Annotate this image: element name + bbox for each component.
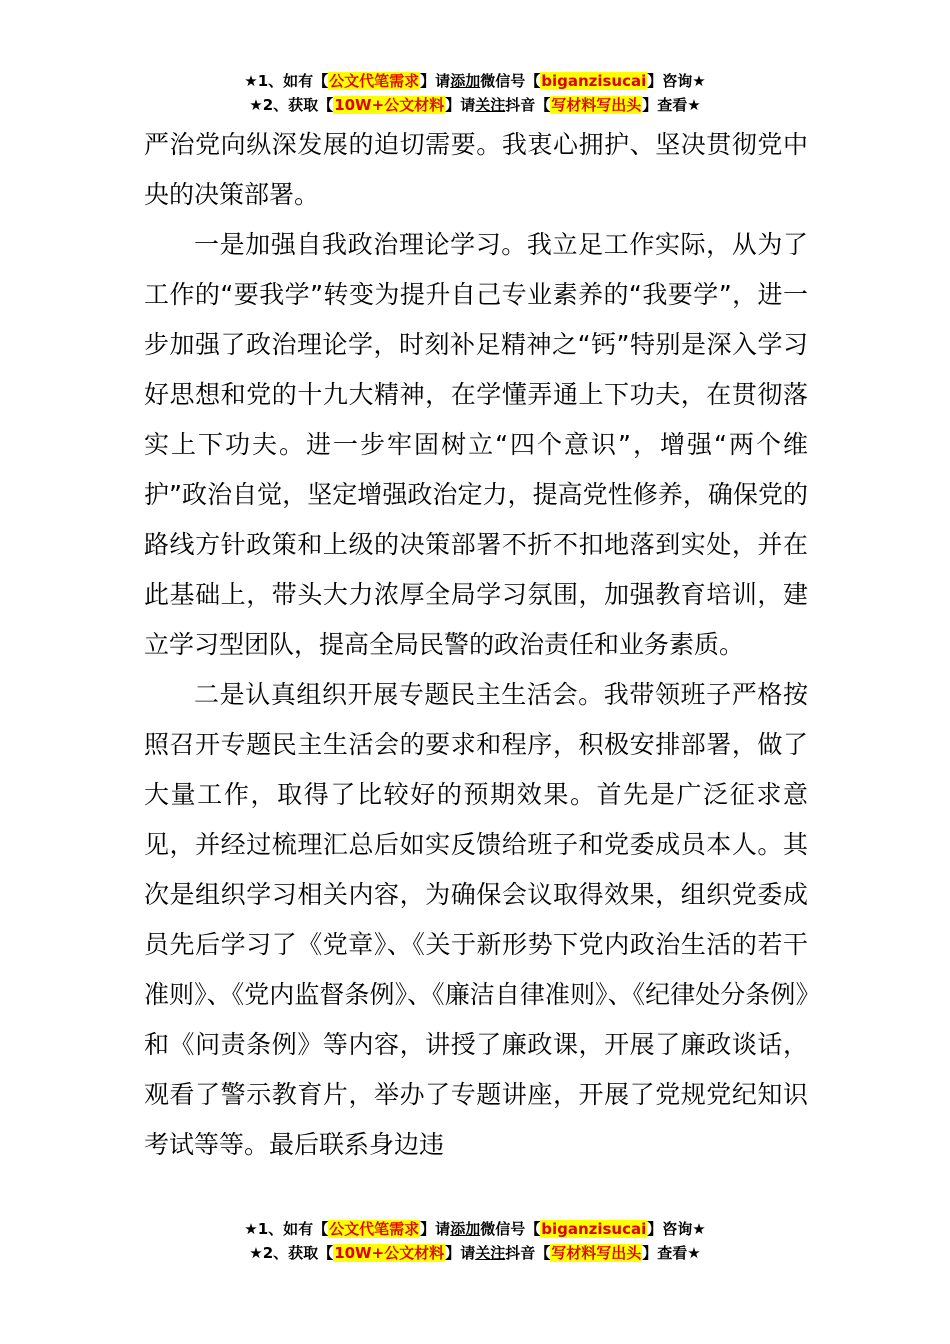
banner-line-1: ★1、如有【公文代笔需求】请添加微信号【biganzisucai】咨询★ (244, 1220, 706, 1238)
paragraph-theory-study: 一是加强自我政治理论学习。我立足工作实际，从为了工作的“要我学”转变为提升自己专业素养的“我要学”，进一步加强了政治理论学，时刻补足精神之“钙”特别是深入学习好思想和党的十九大精神，在学懂弄通上下功夫，在贯彻落实上下功夫。进一步牢固树立“四个意识”，增强“两个维护”政治自觉，坚定增强政治定力，提高党性修养，确保党的路线方针政策和上级的决策部署不折不扣地落到实处，并在此基础上，带头大力浓厚全局学习氛围，加强教育培训，建立学习型团队，提高全局民警的政治责任和业务素质。 (144, 230, 808, 659)
highlight-materials: 10W+公文材料 (334, 1244, 445, 1262)
highlight-service: 公文代笔需求 (329, 72, 420, 90)
footer-banner (0, 1217, 950, 1265)
paragraph-democratic-life-meeting: 二是认真组织开展专题民主生活会。我带领班子严格按照召开专题民主生活会的要求和程序，积极安排部署，做了大量工作，取得了比较好的预期效果。首先是广泛征求意见，并经过梳理汇总后如实反馈给班子和党委成员本人。其次是组织学习相关内容，为确保会议取得效果，组织党委成员先后学习了《党章》、《关于新形势下党内政治生活的若干准则》、《党内监督条例》、《廉洁自律准则》、《纪律处分条例》和《问责条例》等内容，讲授了廉政课，开展了廉政谈话，观看了警示教育片，举办了专题讲座，开展了党规党纪知识考试等等。最后联系身边违 (144, 680, 808, 1159)
highlight-wechat-id: biganzisucai (541, 72, 647, 90)
header-banner (0, 69, 950, 117)
highlight-douyin-id: 写材料写出头 (551, 1244, 642, 1262)
banner-line-1: ★1、如有【公文代笔需求】请添加微信号【biganzisucai】咨询★ (244, 72, 706, 90)
banner-line-2: ★2、获取【10W+公文材料】请关注抖音【写材料写出头】查看★ (249, 1244, 701, 1262)
highlight-service: 公文代笔需求 (329, 1220, 420, 1238)
highlight-wechat-id: biganzisucai (541, 1220, 647, 1238)
paragraph-continuation: 严治党向纵深发展的迫切需要。我衷心拥护、坚决贯彻党中央的决策部署。 (144, 130, 808, 209)
document-body (144, 120, 808, 1170)
banner-line-2: ★2、获取【10W+公文材料】请关注抖音【写材料写出头】查看★ (249, 96, 701, 114)
highlight-materials: 10W+公文材料 (334, 96, 445, 114)
highlight-douyin-id: 写材料写出头 (551, 96, 642, 114)
